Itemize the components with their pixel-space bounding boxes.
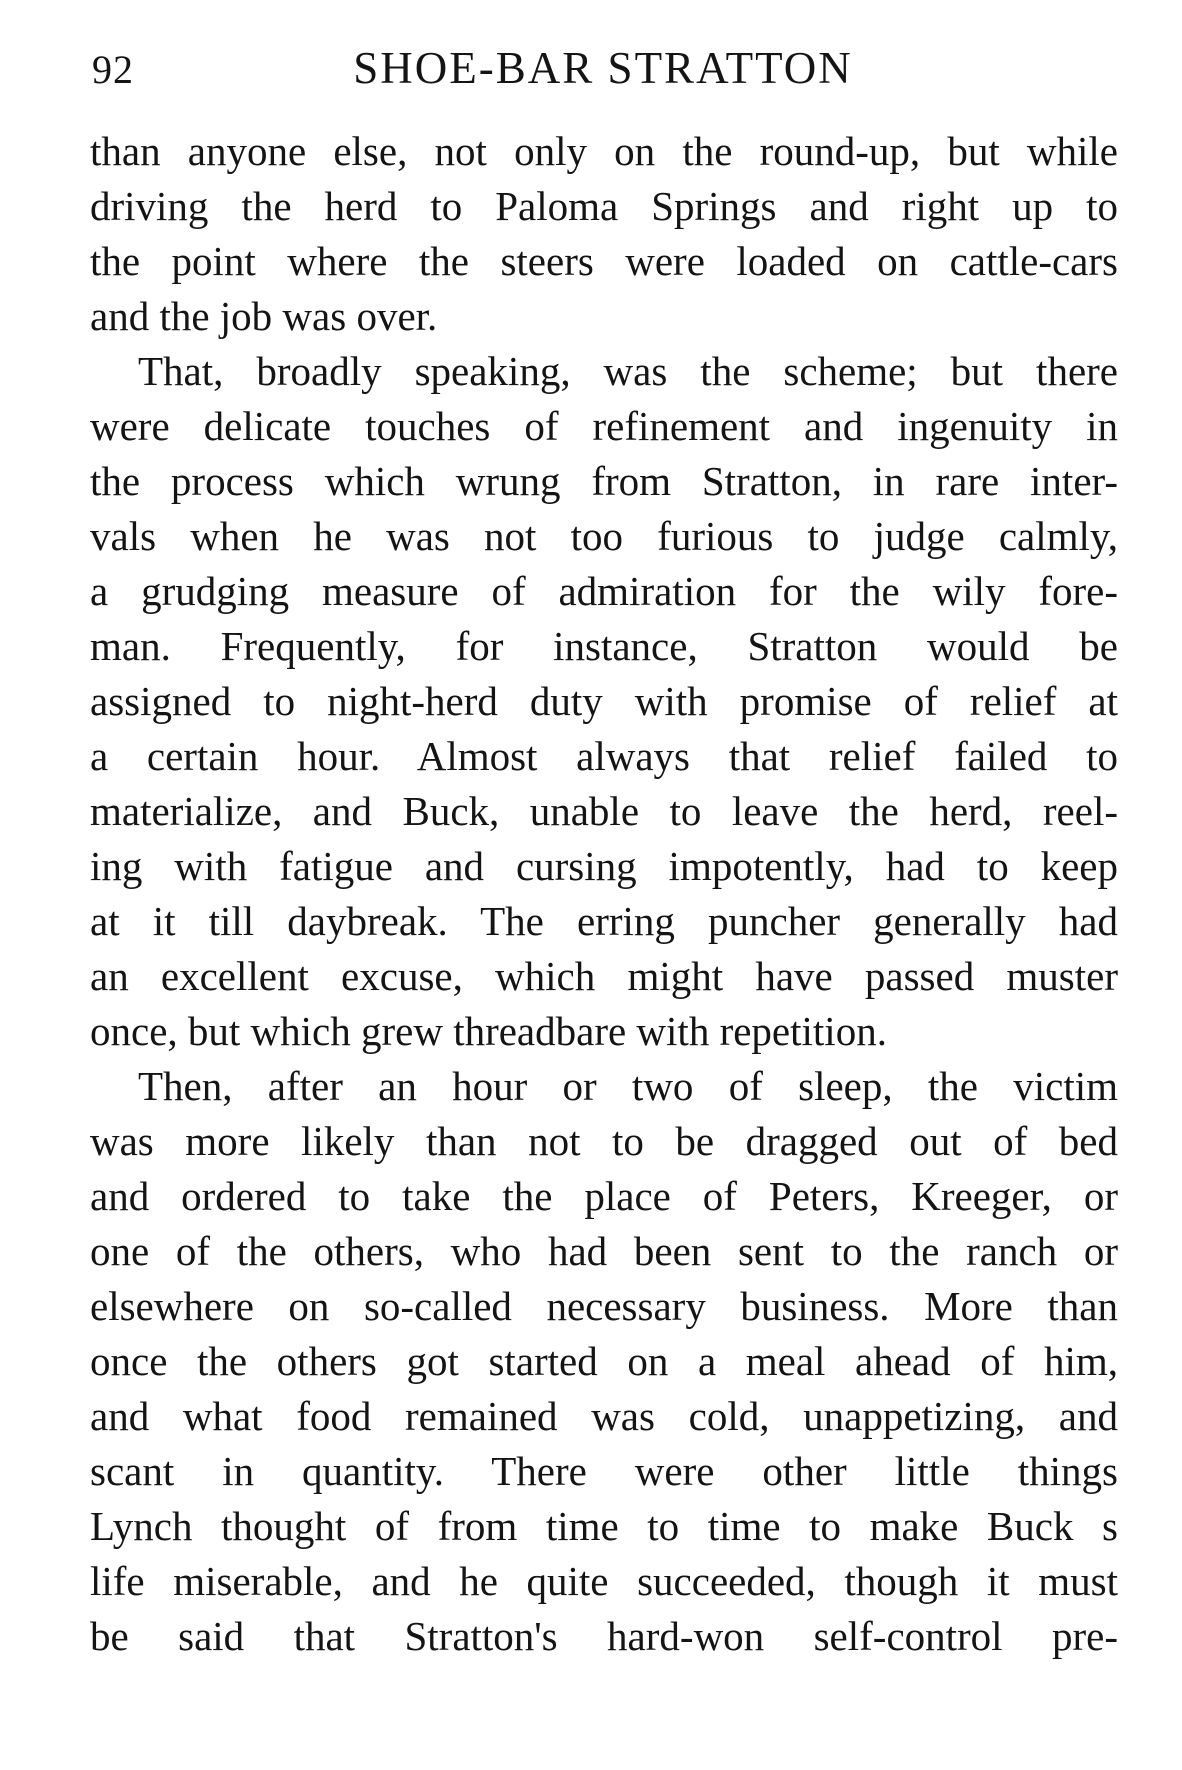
- text-line: once, but which grew threadbare with repetition.: [90, 1008, 887, 1054]
- page-header: [88, 38, 1118, 98]
- text-line: one of the others, who had been sent to the ranch or: [90, 1228, 1118, 1274]
- text-line: the point where the steers were loaded on cattle-cars: [90, 238, 1118, 284]
- text-line: vals when he was not too furious to judge calmly,: [90, 513, 1118, 559]
- running-title: SHOE-BAR STRATTON: [353, 43, 853, 93]
- text-line: a grudging measure of admiration for the wily fore-: [90, 568, 1118, 614]
- text-line: be said that Stratton's hard-won self-control pre-: [90, 1613, 1118, 1659]
- text-line: Lynch thought of from time to time to make Buck s: [90, 1503, 1118, 1549]
- text-line: man. Frequently, for instance, Stratton would be: [90, 623, 1118, 669]
- text-line: a certain hour. Almost always that relief failed to: [90, 733, 1118, 779]
- text-line: at it till daybreak. The erring puncher generally had: [90, 898, 1118, 944]
- text-line: driving the herd to Paloma Springs and right up to: [90, 183, 1118, 229]
- text-line: an excellent excuse, which might have passed muster: [90, 953, 1118, 999]
- text-line: was more likely than not to be dragged out of bed: [90, 1118, 1118, 1164]
- body-text: [90, 124, 1118, 1664]
- text-line: ing with fatigue and cursing impotently, had to keep: [90, 843, 1118, 889]
- text-line: and the job was over.: [90, 293, 438, 339]
- text-line: life miserable, and he quite succeeded, though it must: [90, 1558, 1118, 1604]
- text-line: once the others got started on a meal ahead of him,: [90, 1338, 1118, 1384]
- text-line: than anyone else, not only on the round-up, but while: [90, 128, 1118, 174]
- text-line: were delicate touches of refinement and ingenuity in: [90, 403, 1118, 449]
- text-line: That, broadly speaking, was the scheme; but there: [138, 348, 1118, 394]
- text-line: Then, after an hour or two of sleep, the victim: [138, 1063, 1118, 1109]
- text-line: scant in quantity. There were other little things: [90, 1448, 1118, 1494]
- text-line: and ordered to take the place of Peters, Kreeger, or: [90, 1173, 1118, 1219]
- text-line: and what food remained was cold, unappetizing, and: [90, 1393, 1118, 1439]
- text-line: the process which wrung from Stratton, in rare inter-: [90, 458, 1118, 504]
- text-line: materialize, and Buck, unable to leave the herd, reel-: [90, 788, 1118, 834]
- text-line: assigned to night-herd duty with promise of relief at: [90, 678, 1118, 724]
- text-line: elsewhere on so-called necessary business. More than: [90, 1283, 1118, 1329]
- page-number: 92: [92, 47, 134, 92]
